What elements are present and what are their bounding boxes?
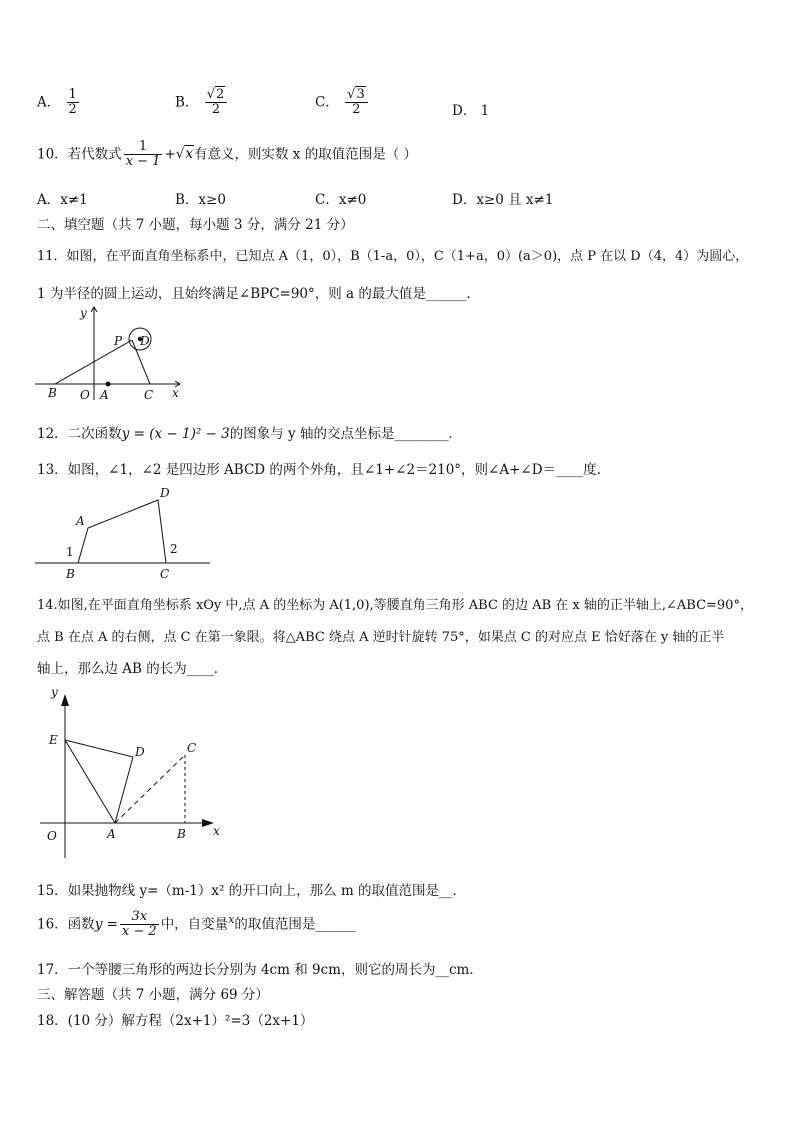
fraction-numerator: 3x: [120, 910, 159, 925]
q10-option-b: B．x≥0: [175, 192, 226, 208]
question-18: 18．(10 分）解方程（2x+1）²=3（2x+1）: [37, 1013, 314, 1029]
question-17: 17．一个等腰三角形的两边长分别为 4cm 和 9cm，则它的周长为__cm．: [37, 962, 483, 978]
fraction-denominator: x − 2: [121, 924, 157, 940]
option-label: D．: [452, 103, 477, 119]
option-label: C．: [315, 94, 339, 111]
q14-figure: [35, 680, 235, 860]
q9-option-d: [452, 99, 489, 119]
segment-ac-dashed: [115, 755, 185, 823]
point-a-dot: [106, 382, 111, 387]
question-15: 15．如果抛物线 y=（m-1）x² 的开口向上，那么 m 的取值范围是__．: [37, 883, 467, 899]
label-a: A: [100, 388, 109, 402]
label-a: A: [76, 514, 85, 528]
q10-prefix: 10．若代数式: [37, 146, 122, 163]
sqrt: √3: [347, 87, 365, 102]
q9-option-a: [37, 88, 81, 118]
q16-suffix: 的取值范围是______: [234, 916, 356, 933]
q10-option-c: C．x≠0: [315, 192, 367, 208]
q13-figure: [30, 483, 220, 583]
fraction-denominator: 2: [352, 102, 361, 118]
fraction-denominator: 2: [68, 102, 77, 118]
q11-line-1: 11．如图，在平面直角坐标系中，已知点 A（1，0），B（1-a，0），C（1+a，0）(a＞0)，点 P 在以 D（4，4）为圆心，: [37, 249, 749, 264]
q16-prefix: 16．函数: [37, 916, 95, 933]
option-label: A．: [37, 94, 61, 111]
label-x: x: [213, 824, 220, 838]
label-p: P: [114, 334, 123, 348]
q16-middle: 中，自变量: [160, 916, 229, 933]
fraction-numerator: 1: [124, 140, 163, 155]
sqrt: √x: [175, 146, 193, 163]
question-13: 13．如图，∠1，∠2 是四边形 ABCD 的两个外角，且∠1+∠2＝210°，则∠A+∠D＝____度.: [37, 462, 601, 478]
label-c: C: [144, 388, 154, 402]
q12-formula: y = (x − 1)² − 3: [121, 426, 230, 442]
fraction-numerator: [205, 88, 228, 103]
fraction: [124, 140, 163, 170]
quadrilateral-abcd: [78, 500, 166, 563]
q16-lhs: y =: [94, 916, 118, 933]
label-c: C: [160, 567, 170, 581]
option-value: 1: [480, 103, 490, 119]
fraction: [205, 88, 228, 118]
q11-line-2: 1 为半径的圆上运动，且始终满足∠BPC=90°，则 a 的最大值是______．: [37, 286, 480, 302]
segment-ed: [65, 740, 133, 757]
q12-suffix: 的图象与 y 轴的交点坐标是________．: [229, 426, 462, 442]
q16-variable: x: [228, 912, 235, 926]
segment-ae: [65, 740, 115, 823]
label-b: B: [48, 386, 57, 400]
q14-line-2: 点 B 在点 A 的右侧，点 C 在第一象限。将△ABC 绕点 A 逆时针旋转 75°，如果点 C 的对应点 E 恰好落在 y 轴的正半: [37, 630, 725, 645]
radicand: 3: [356, 87, 365, 102]
q10-option-a: A．x≠1: [37, 192, 88, 208]
q11-figure: [30, 305, 190, 405]
fraction: [120, 910, 159, 940]
label-y: y: [80, 306, 87, 320]
section-2-title: 二、填空题（共 7 小题，每小题 3 分，满分 21 分）: [37, 217, 354, 233]
plus-sign: +: [164, 146, 176, 163]
fraction: [67, 88, 79, 118]
label-o: O: [80, 388, 90, 402]
label-e: E: [49, 733, 58, 747]
q14-line-1: 14.如图,在平面直角坐标系 xOy 中,点 A 的坐标为 A(1,0),等腰直角三角形 ABC 的边 AB 在 x 轴的正半轴上,∠ABC=90°，: [37, 598, 753, 613]
label-d: D: [160, 486, 170, 500]
q12-prefix: 12．二次函数: [37, 426, 122, 442]
label-c: C: [187, 741, 197, 755]
label-y: y: [51, 685, 58, 699]
q9-option-b: [175, 88, 229, 118]
q9-option-c: [315, 88, 370, 118]
label-d: D: [135, 745, 145, 759]
q10-suffix: 有意义，则实数 x 的取值范围是（ ）: [194, 146, 417, 163]
section-3-title: 三、解答题（共 7 小题，满分 69 分）: [37, 987, 269, 1003]
fraction-denominator: 2: [211, 102, 221, 118]
fraction-numerator: 1: [68, 87, 77, 102]
question-16: [37, 910, 356, 940]
segment-da: [115, 757, 133, 823]
question-12: [37, 422, 462, 442]
label-o: O: [47, 829, 57, 843]
radicand: x: [185, 146, 193, 163]
label-angle-1: 1: [66, 545, 74, 559]
y-axis: [91, 307, 97, 400]
label-angle-2: 2: [170, 542, 178, 556]
fraction: [345, 88, 368, 118]
radicand: 2: [216, 87, 225, 102]
label-a: A: [107, 827, 116, 841]
sqrt: √2: [206, 87, 225, 102]
label-b: B: [177, 827, 186, 841]
y-axis: [61, 694, 69, 858]
label-d: D: [140, 334, 150, 348]
option-label: B．: [175, 94, 199, 111]
x-axis: [40, 819, 214, 827]
question-10: [37, 140, 417, 170]
fraction-numerator: [345, 88, 368, 103]
q14-line-3: 轴上，那么边 AB 的长为____．: [37, 661, 228, 677]
label-b: B: [66, 567, 75, 581]
fraction-denominator: x − 1: [125, 154, 161, 170]
label-x: x: [172, 386, 179, 400]
q10-option-d: D．x≥0 且 x≠1: [452, 192, 554, 208]
